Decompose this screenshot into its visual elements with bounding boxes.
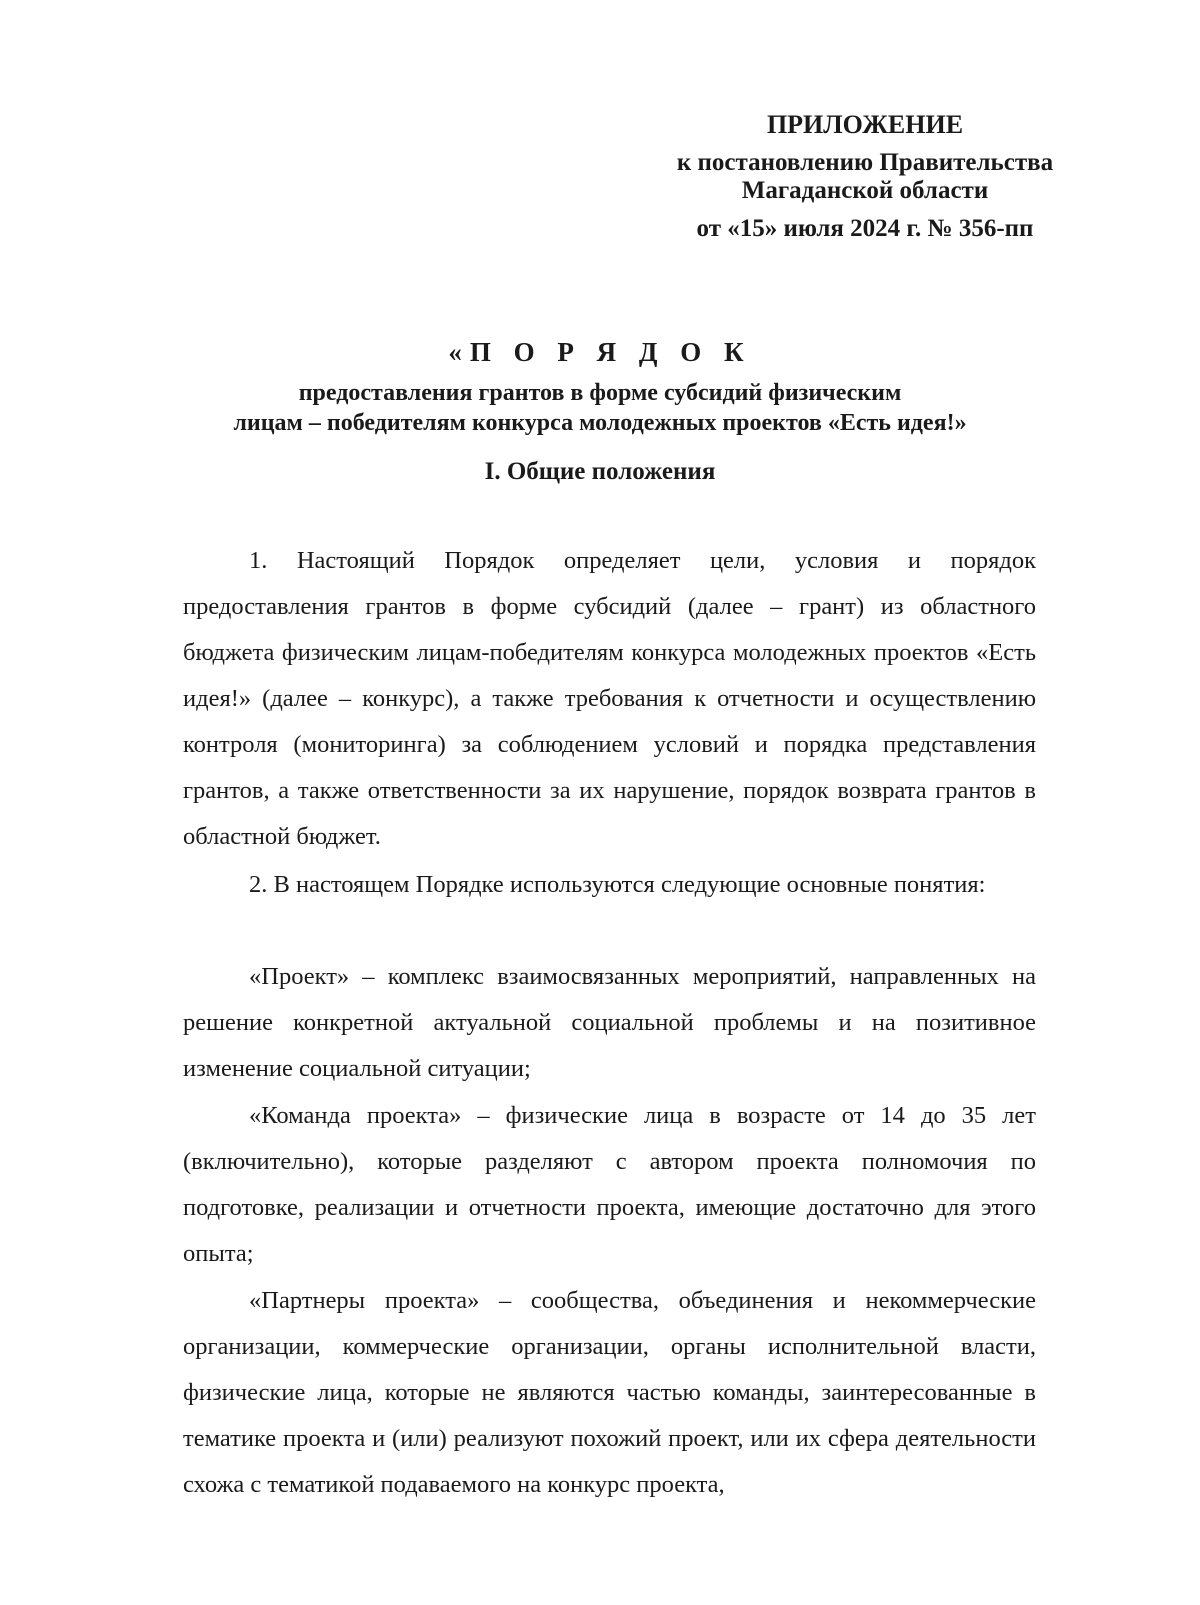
order-subtitle-line-2: лицам – победителям конкурса молодежных проектов «Есть идея!» (233, 410, 967, 436)
appendix-line-1: к постановлению Правительства (676, 149, 1054, 176)
appendix-header (640, 108, 1090, 248)
section-title: I. Общие положения (484, 458, 716, 485)
appendix-line-2: Магаданской области (741, 177, 989, 204)
order-subtitle (150, 378, 1050, 438)
appendix-line-3: от «15» июля 2024 г. № 356-пп (696, 215, 1034, 242)
paragraph-4: «Команда проекта» – физические лица в возрасте от 14 до 35 лет (включительно), которые разделяют с автором проекта полномочия по подготовке, реализации и отчетности проекта, имеющие достаточно для этого опыта; (183, 1102, 1036, 1267)
paragraph-5: «Партнеры проекта» – сообщества, объединения и некоммерческие организации, коммерческие организации, органы исполнительной власти, физические лица, которые не являются частью команды, заинтересованные в тематике проекта и (или) реализуют похожий проект, или их сфера деятельности схожа с тематикой подаваемого на конкурс проекта, (183, 1287, 1036, 1498)
appendix-title: ПРИЛОЖЕНИЕ (766, 110, 964, 139)
order-title: «П О Р Я Д О К (448, 337, 752, 367)
order-subtitle-line-1: предоставления грантов в форме субсидий физическим (298, 380, 902, 406)
paragraph-3: «Проект» – комплекс взаимосвязанных мероприятий, направленных на решение конкретной актуальной социальной проблемы и на позитивное изменение социальной ситуации; (183, 963, 1036, 1082)
paragraph-2: 2. В настоящем Порядке используются следующие основные понятия: (249, 871, 986, 898)
paragraph-1: 1. Настоящий Порядок определяет цели, условия и порядок предоставления грантов в форме субсидий (далее – грант) из областного бюджета физическим лицам-победителям конкурса молодежных проектов «Есть идея!» (далее – конкурс), а также требования к отчетности и осуществлению контроля (мониторинга) за соблюдением условий и порядка представления грантов, а также ответственности за их нарушение, порядок возврата грантов в областной бюджет. (183, 547, 1036, 850)
